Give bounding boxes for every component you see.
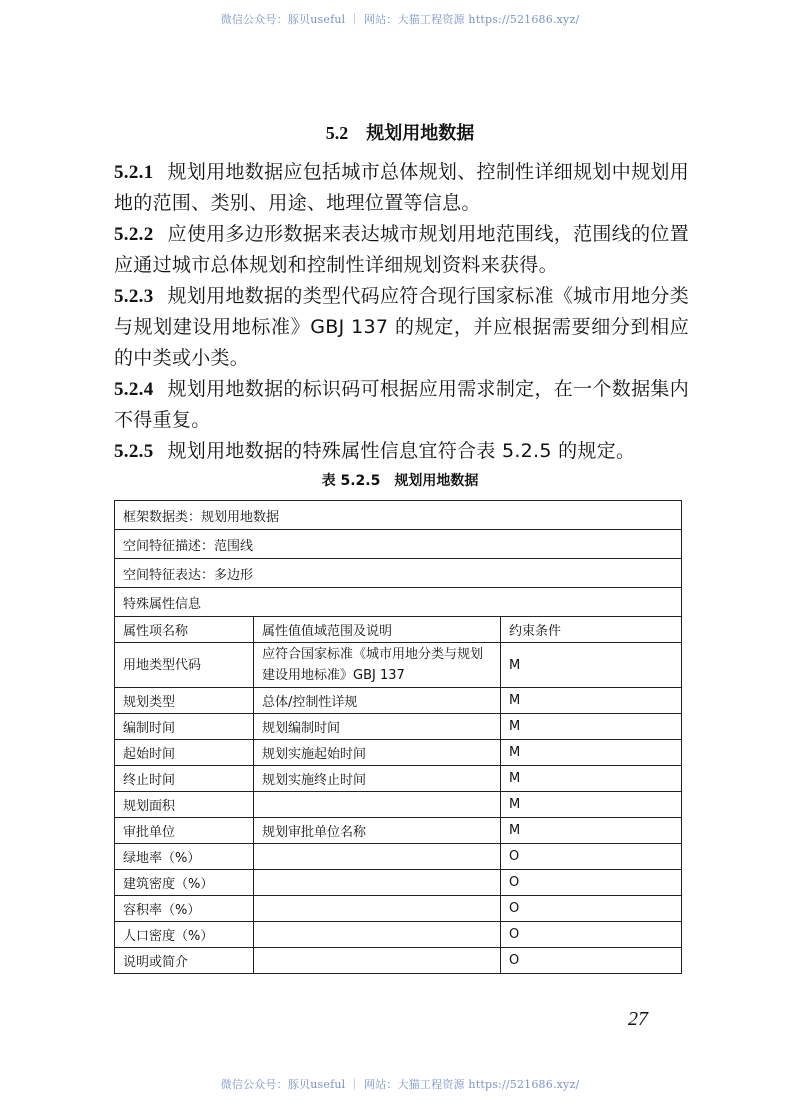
framework-data-class: 框架数据类：规划用地数据: [115, 501, 682, 530]
attribute-constraint: O: [501, 896, 682, 922]
clause-5-2-2: [114, 219, 689, 281]
table-row: [115, 844, 682, 870]
attribute-name: 绿地率（%）: [115, 844, 254, 870]
table-row: [115, 740, 682, 766]
attribute-name: 审批单位: [115, 818, 254, 844]
section-heading: [0, 119, 800, 145]
table-row: [115, 870, 682, 896]
info-row: [115, 588, 682, 617]
clause-5-2-3: [114, 281, 689, 374]
attribute-name: 起始时间: [115, 740, 254, 766]
table-row: [115, 766, 682, 792]
table-row: [115, 896, 682, 922]
table-title: 规划用地数据: [394, 473, 479, 489]
clause-text: 规划用地数据的标识码可根据应用需求制定，在一个数据集内不得重复。: [114, 378, 689, 431]
attribute-name: 规划类型: [115, 688, 254, 714]
attribute-name: 规划面积: [115, 792, 254, 818]
attribute-description: 规划实施起始时间: [254, 740, 501, 766]
watermark-top: 微信公众号：豚贝useful ｜ 网站：大猫工程资源 https://521686.xyz/: [220, 13, 580, 26]
clause-number: 5.2.5: [114, 441, 154, 462]
clause-5-2-1: [114, 157, 689, 219]
table-row: [115, 643, 682, 688]
special-attributes-label: 特殊属性信息: [115, 588, 682, 617]
clause-number: 5.2.1: [114, 162, 154, 183]
table-row: [115, 792, 682, 818]
info-row: [115, 501, 682, 530]
attribute-name: 编制时间: [115, 714, 254, 740]
attribute-constraint: O: [501, 922, 682, 948]
page-number: 27: [628, 1008, 648, 1030]
clause-number: 5.2.3: [114, 286, 154, 307]
table-header-row: [115, 617, 682, 643]
clause-text: 规划用地数据应包括城市总体规划、控制性详细规划中规划用地的范围、类别、用途、地理位置等信息。: [114, 161, 689, 214]
clause-text: 应使用多边形数据来表达城市规划用地范围线，范围线的位置应通过城市总体规划和控制性详细规划资料来获得。: [114, 223, 689, 276]
attribute-constraint: M: [501, 818, 682, 844]
header-constraint: 约束条件: [501, 617, 682, 643]
attribute-constraint: M: [501, 643, 682, 688]
table-row: [115, 714, 682, 740]
attribute-constraint: M: [501, 792, 682, 818]
attribute-constraint: M: [501, 740, 682, 766]
attribute-constraint: M: [501, 714, 682, 740]
attribute-name: 终止时间: [115, 766, 254, 792]
spatial-feature-description: 空间特征描述：范围线: [115, 530, 682, 559]
attribute-description: [254, 844, 501, 870]
table-row: [115, 688, 682, 714]
attribute-description: [254, 792, 501, 818]
attribute-constraint: O: [501, 870, 682, 896]
table-row: [115, 948, 682, 974]
attribute-name: 说明或简介: [115, 948, 254, 974]
attribute-description: [254, 948, 501, 974]
table-row: [115, 818, 682, 844]
info-row: [115, 559, 682, 588]
table-caption: [0, 470, 800, 490]
info-row: [115, 530, 682, 559]
watermark-bottom: 微信公众号：豚贝useful ｜ 网站：大猫工程资源 https://521686.xyz/: [220, 1078, 580, 1091]
clause-5-2-5: [114, 436, 689, 467]
header-value-range: 属性值值域范围及说明: [254, 617, 501, 643]
clause-5-2-4: [114, 374, 689, 436]
attribute-name: 容积率（%）: [115, 896, 254, 922]
attribute-description: 总体/控制性详规: [254, 688, 501, 714]
spatial-feature-expression: 空间特征表达：多边形: [115, 559, 682, 588]
attribute-description: [254, 896, 501, 922]
attribute-description: 规划实施终止时间: [254, 766, 501, 792]
section-number: 5.2: [325, 123, 349, 143]
attribute-constraint: M: [501, 688, 682, 714]
attribute-description: 应符合国家标准《城市用地分类与规划建设用地标准》GBJ 137: [254, 643, 501, 688]
attribute-name: 建筑密度（%）: [115, 870, 254, 896]
attribute-constraint: O: [501, 844, 682, 870]
attribute-description: [254, 922, 501, 948]
attribute-name: 用地类型代码: [115, 643, 254, 688]
attribute-constraint: O: [501, 948, 682, 974]
attribute-description: [254, 870, 501, 896]
attribute-description: 规划编制时间: [254, 714, 501, 740]
attribute-name: 人口密度（%）: [115, 922, 254, 948]
clause-text: 规划用地数据的特殊属性信息宜符合表 5.2.5 的规定。: [167, 440, 636, 462]
clause-text: 规划用地数据的类型代码应符合现行国家标准《城市用地分类与规划建设用地标准》GBJ 137 的规定，并应根据需要细分到相应的中类或小类。: [114, 285, 689, 369]
attribute-constraint: M: [501, 766, 682, 792]
clause-number: 5.2.2: [114, 224, 154, 245]
table-number: 表 5.2.5: [321, 473, 381, 489]
clause-number: 5.2.4: [114, 379, 154, 400]
header-attribute-name: 属性项名称: [115, 617, 254, 643]
table-row: [115, 922, 682, 948]
attribute-description: 规划审批单位名称: [254, 818, 501, 844]
section-title: 规划用地数据: [366, 123, 475, 144]
planning-land-data-table: [114, 500, 682, 974]
